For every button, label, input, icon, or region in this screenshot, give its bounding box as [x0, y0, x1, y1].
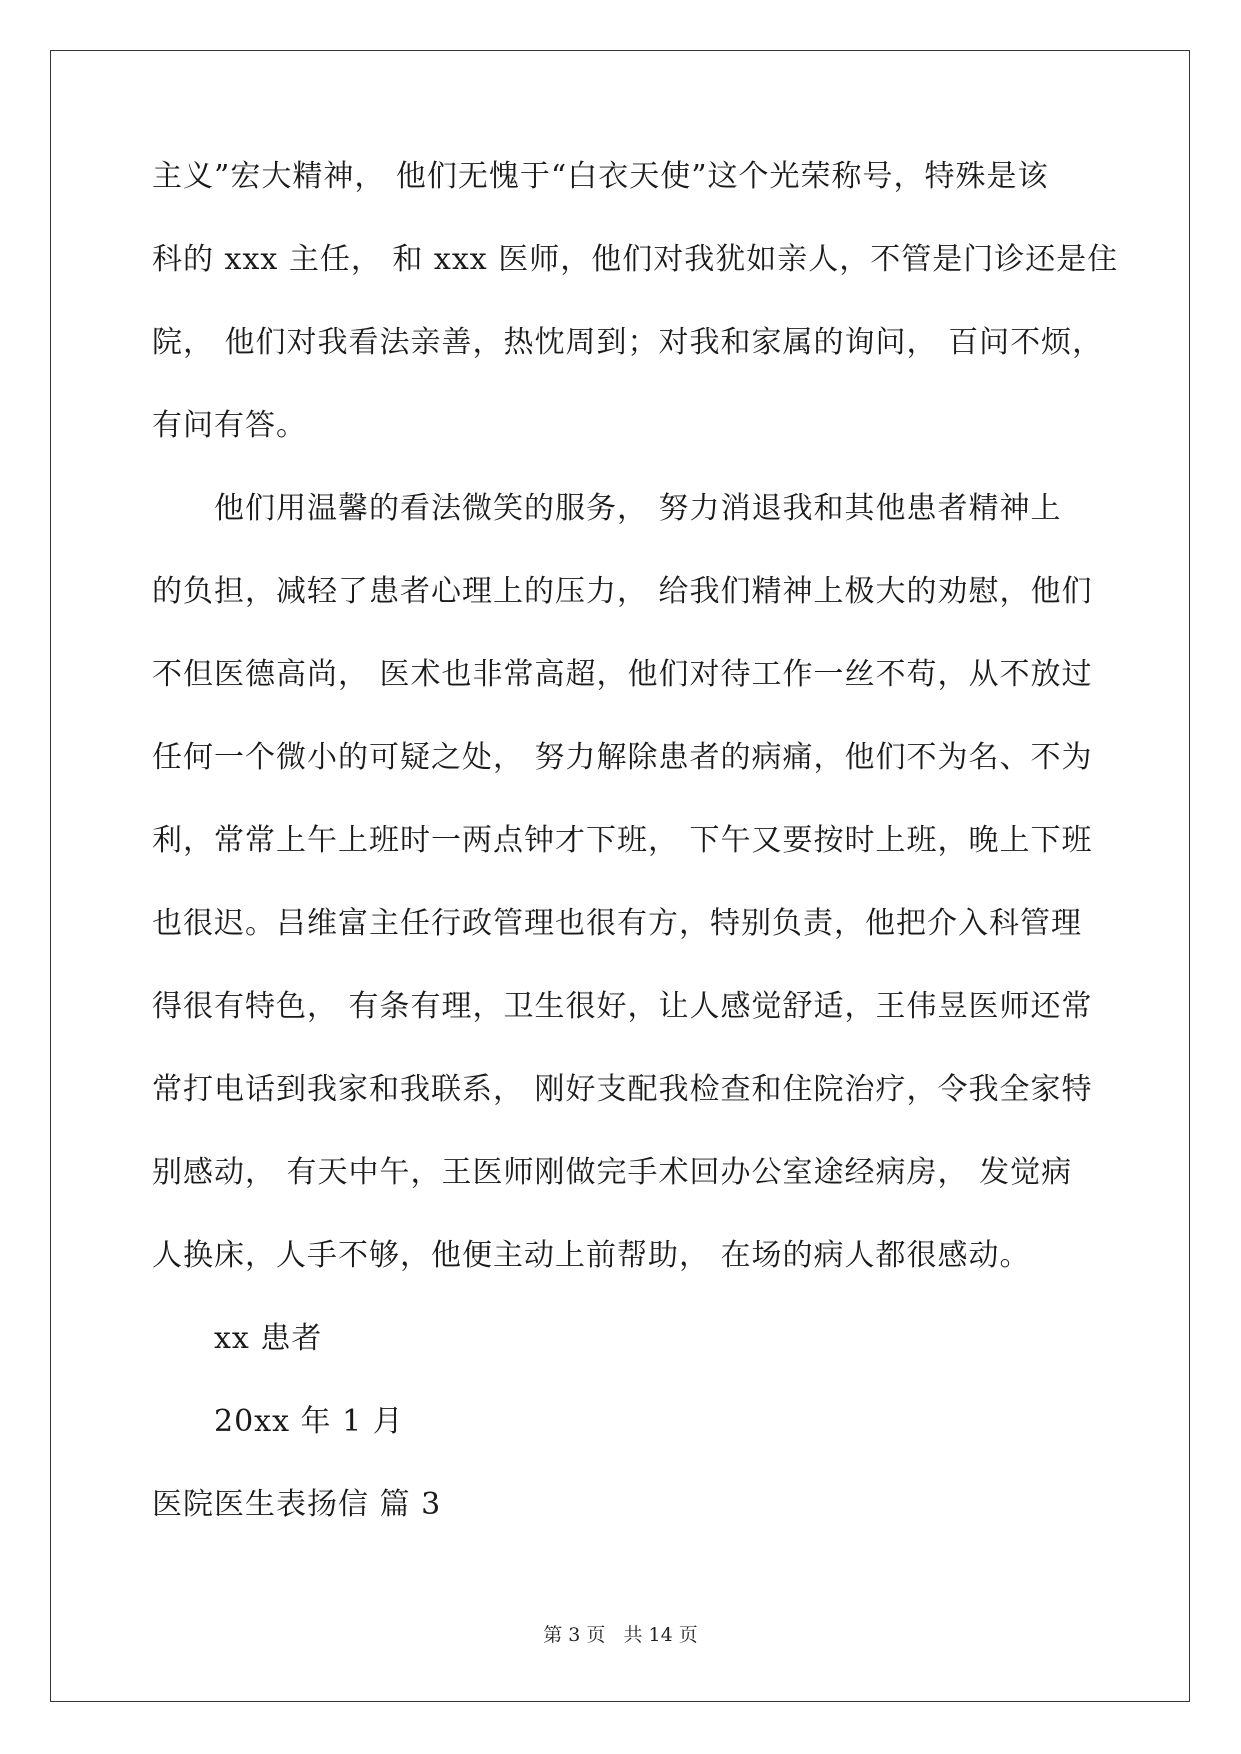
signature-text: xx 患者 — [214, 1321, 323, 1356]
body-line — [152, 575, 1092, 658]
body-line — [152, 1156, 1092, 1239]
body-line — [152, 409, 1092, 492]
line-text: 别感动， 有天中午，王医师刚做完手术回办公室途经病房， 发觉病 — [152, 1155, 1073, 1190]
line-text: 院， 他们对我看法亲善，热忱周到；对我和家属的询问， 百问不烦， — [152, 325, 1104, 360]
line-text: 常打电话到我家和我联系， 刚好支配我检查和住院治疗，令我全家特 — [152, 1072, 1093, 1107]
line-text: 任何一个微小的可疑之处， 努力解除患者的病痛，他们不为名、不为 — [152, 740, 1093, 775]
line-text: 科的 xxx 主任， 和 xxx 医师，他们对我犹如亲人，不管是门诊还是住 — [152, 242, 1119, 277]
body-line — [152, 658, 1092, 741]
signature-line — [152, 1322, 1092, 1405]
section-heading-text: 医院医生表扬信 篇 3 — [152, 1487, 442, 1522]
body-line — [152, 160, 1092, 243]
body-line — [152, 824, 1092, 907]
date-text: 20xx 年 1 月 — [214, 1404, 404, 1439]
body-line — [152, 1073, 1092, 1156]
section-heading — [152, 1488, 1092, 1571]
line-text: 得很有特色， 有条有理，卫生很好，让人感觉舒适，王伟昱医师还常 — [152, 989, 1093, 1024]
body-line — [152, 741, 1092, 824]
line-text: 主义”宏大精神， 他们无愧于“白衣天使”这个光荣称号，特殊是该 — [152, 159, 1049, 194]
body-line — [152, 1239, 1092, 1322]
document-body — [152, 159, 1119, 1571]
line-text: 有问有答。 — [152, 408, 307, 443]
paragraph-start-line — [152, 492, 1092, 575]
page-number: 第 3 页 — [543, 1624, 606, 1646]
line-text: 不但医德高尚， 医术也非常高超，他们对待工作一丝不苟，从不放过 — [152, 657, 1093, 692]
page-total: 共 14 页 — [623, 1624, 698, 1646]
line-text: 他们用温馨的看法微笑的服务， 努力消退我和其他患者精神上 — [214, 491, 1062, 526]
page-footer — [0, 1620, 1241, 1647]
date-line — [152, 1405, 1092, 1488]
body-line — [152, 242, 1119, 326]
body-line — [152, 990, 1092, 1073]
body-line — [152, 325, 1104, 409]
line-text: 的负担，减轻了患者心理上的压力， 给我们精神上极大的劝慰，他们 — [152, 574, 1093, 609]
line-text: 利，常常上午上班时一两点钟才下班， 下午又要按时上班，晚上下班 — [152, 823, 1093, 858]
line-text: 人换床，人手不够，他便主动上前帮助， 在场的病人都很感动。 — [152, 1238, 1031, 1273]
body-line — [152, 907, 1092, 990]
line-text: 也很迟。吕维富主任行政管理也很有方，特别负责，他把介入科管理 — [152, 906, 1082, 941]
